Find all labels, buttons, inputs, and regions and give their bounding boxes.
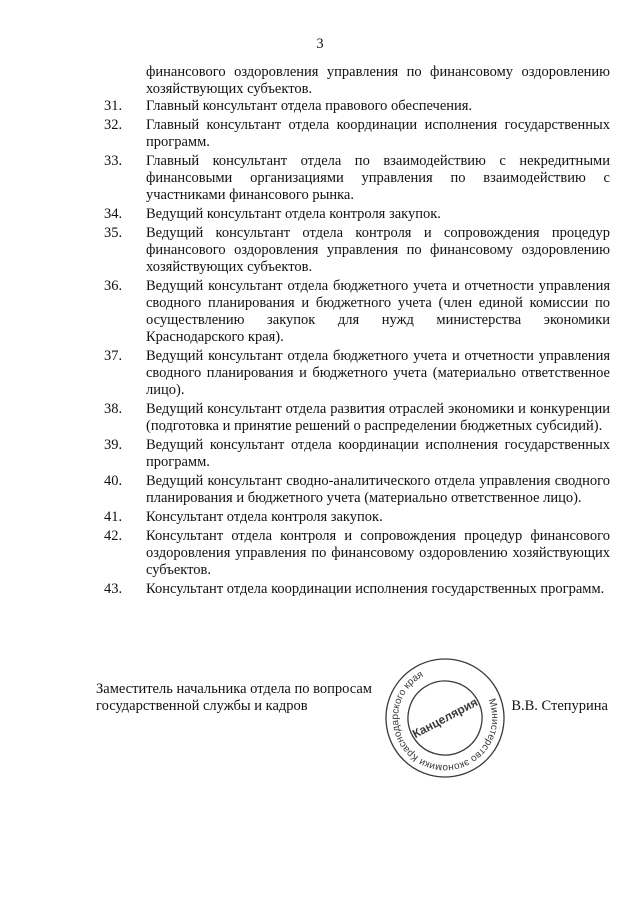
signatory-title-line: государственной службы и кадров [96, 698, 308, 714]
item-text: Ведущий консультант отдела контроля закупок. [146, 206, 441, 222]
item-text: Консультант отдела контроля и сопровождения процедур финансового оздоровления управления по финансовому оздоровлению хозяйствующих субъектов. [146, 528, 610, 578]
item-number: 34. [104, 206, 123, 222]
item-number: 41. [104, 509, 123, 525]
item-number: 32. [104, 117, 123, 133]
list-item [0, 225, 640, 276]
list-item [0, 473, 640, 507]
item-number: 36. [104, 278, 123, 294]
item-number: 31. [104, 98, 123, 114]
position-list [0, 98, 640, 600]
list-item [0, 348, 640, 399]
stamp-center-text: Канцелярия [410, 694, 480, 742]
item-text: Ведущий консультант отдела координации исполнения государственных программ. [146, 437, 610, 470]
list-item [0, 153, 640, 204]
item-text: Ведущий консультант сводно-аналитического отдела управления сводного планирования и бюджетного учета (материально ответственное лицо). [146, 473, 610, 506]
item-number: 35. [104, 225, 123, 241]
item-text: Ведущий консультант отдела бюджетного учета и отчетности управления сводного планирования и бюджетного учета (материально ответственное лицо). [146, 348, 610, 398]
item-number: 33. [104, 153, 123, 169]
item-text: Ведущий консультант отдела бюджетного учета и отчетности управления сводного планирования и бюджетного учета (член единой комиссии по осуществлению закупок для нужд министерства экономики Краснодарского края). [146, 278, 610, 345]
item-number: 42. [104, 528, 123, 544]
signatory-title [96, 681, 372, 715]
list-item [0, 528, 640, 579]
list-item [0, 98, 640, 115]
item-number: 43. [104, 581, 123, 597]
list-item [0, 581, 640, 598]
continuation-text: финансового оздоровления управления по финансовому оздоровлению хозяйствующих субъектов. [146, 64, 610, 97]
stamp-ring-text: Министерство экономики Краснодарского края [389, 669, 501, 774]
item-text: Ведущий консультант отдела контроля и сопровождения процедур финансового оздоровления управления по финансовому оздоровлению хозяйствующих субъектов. [146, 225, 610, 275]
list-item [0, 117, 640, 151]
item-text: Консультант отдела контроля закупок. [146, 509, 383, 525]
list-item [0, 278, 640, 346]
page-number: 3 [316, 36, 324, 52]
item-text: Главный консультант отдела координации исполнения государственных программ. [146, 117, 610, 150]
item-text: Главный консультант отдела правового обеспечения. [146, 98, 473, 114]
item-number: 37. [104, 348, 123, 364]
item-text: Ведущий консультант отдела развития отраслей экономики и конкуренции (подготовка и принятие решений о распределении бюджетных субсидий). [146, 401, 610, 434]
list-item [0, 206, 640, 223]
list-item [0, 401, 640, 435]
office-stamp [383, 656, 507, 780]
item-number: 40. [104, 473, 123, 489]
item-text: Консультант отдела координации исполнения государственных программ. [146, 581, 605, 597]
item-number: 39. [104, 437, 123, 453]
list-item [0, 509, 640, 526]
item-text: Главный консультант отдела по взаимодействию с некредитными финансовыми организациями управления по взаимодействию с участниками финансового рынка. [146, 153, 610, 203]
item-number: 38. [104, 401, 123, 417]
signatory-title-line: Заместитель начальника отдела по вопросам [96, 681, 372, 697]
signatory-name: В.В. Степурина [511, 698, 608, 714]
list-item [0, 437, 640, 471]
